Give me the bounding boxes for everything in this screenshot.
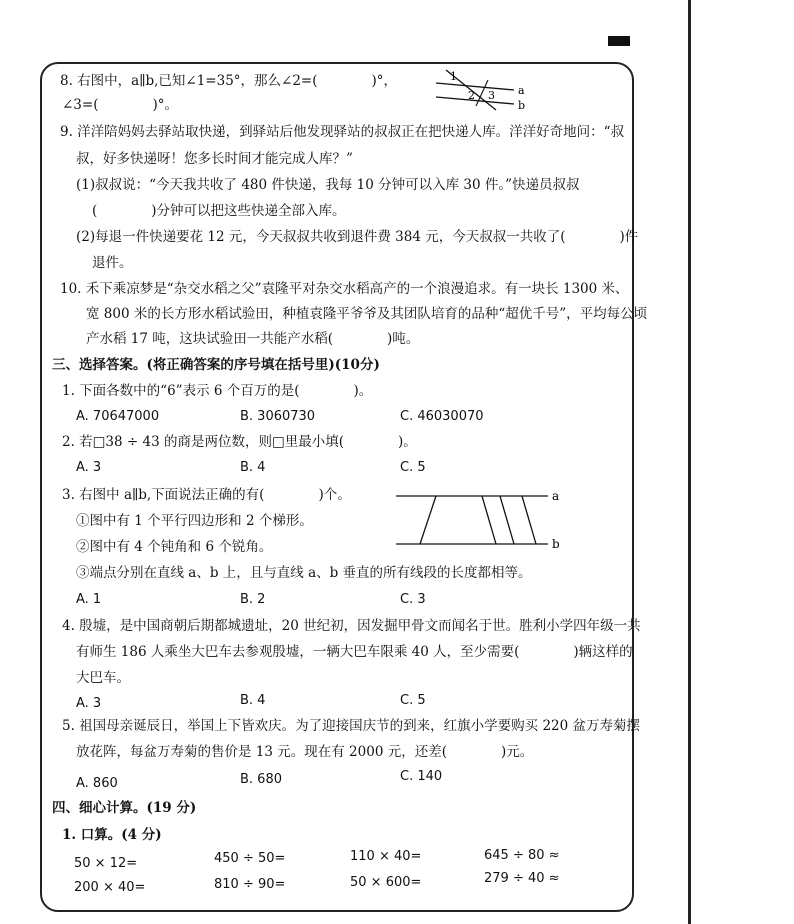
s3-q4-option-b: B. 4 [240, 693, 266, 708]
s4-subsection-1: 1. 口算。(4 分) [62, 827, 162, 843]
angle-3-label: 3 [488, 89, 495, 102]
calc-item: 50 × 12= [74, 856, 138, 871]
page-marker [608, 36, 630, 46]
segment-1 [420, 496, 436, 544]
s3-q3-option-a: A. 1 [76, 592, 102, 607]
q8-line2: ∠3=( )°。 [62, 97, 178, 113]
s3-q5-option-b: B. 680 [240, 772, 282, 787]
segment-2 [482, 496, 496, 544]
s3-q4-line2: 有师生 186 人乘坐大巴车去参观殷墟，一辆大巴车限乘 40 人，至少需要( )辆这样的 [76, 644, 633, 660]
page-edge-line [688, 0, 691, 924]
s3-q5-line2: 放花阵，每盆万寿菊的售价是 13 元。现在有 2000 元，还差( )元。 [76, 744, 534, 760]
line-b [436, 97, 514, 104]
line-a-label: a [518, 84, 525, 97]
s3-q1-option-a: A. 70647000 [76, 409, 160, 424]
line-b-label: b [518, 99, 526, 112]
s3-q2-option-c: C. 5 [400, 460, 426, 475]
calc-item: 810 ÷ 90= [214, 877, 286, 892]
section4-title: 四、细心计算。(19 分) [52, 800, 197, 816]
angle-1-label: 1 [450, 70, 457, 83]
calc-item: 645 ÷ 80 ≈ [484, 848, 560, 863]
q10-line2: 宽 800 米的长方形水稻试验田，种植袁隆平爷爷及其团队培育的品种“超优千号”，平均每公顷 [86, 306, 648, 322]
q9-part1-line2: ( )分钟可以把这些快递全部入库。 [92, 203, 346, 219]
angle-2-label: 2 [468, 89, 475, 102]
q8-parallel-figure [436, 66, 536, 112]
s3-q2-stem: 2. 若□38 ÷ 43 的商是两位数，则□里最小填( )。 [62, 434, 417, 450]
s3-q4-option-c: C. 5 [400, 693, 426, 708]
s3-q3-option-c: C. 3 [400, 592, 426, 607]
s3-q1-option-c: C. 46030070 [400, 409, 484, 424]
segment-4 [522, 496, 536, 544]
q10-line1: 10. 禾下乘凉梦是“杂交水稻之父”袁隆平对杂交水稻高产的一个浪漫追求。有一块长 1300 米、 [60, 281, 629, 297]
calc-item: 200 × 40= [74, 880, 146, 895]
calc-item: 110 × 40= [350, 849, 422, 864]
q9-part2-line1: (2)每退一件快递要花 12 元，今天叔叔共收到退件费 384 元，今天叔叔一共收了( )件 [76, 229, 639, 245]
q8-line1: 8. 右图中，a∥b,已知∠1=35°，那么∠2=( )°， [60, 73, 398, 89]
s3-q5-option-c: C. 140 [400, 769, 443, 784]
s3-q3-statement-3: ③端点分别在直线 a、b 上，且与直线 a、b 垂直的所有线段的长度都相等。 [76, 565, 532, 581]
s3-q3-option-b: B. 2 [240, 592, 266, 607]
segment-3 [500, 496, 514, 544]
section3-title: 三、选择答案。(将正确答案的序号填在括号里)(10分) [52, 357, 380, 373]
q9-line2: 叔，好多快递呀！您多长时间才能完成人库？” [76, 151, 353, 167]
s3-q4-option-a: A. 3 [76, 696, 102, 711]
s3-q1-stem: 1. 下面各数中的“6”表示 6 个百万的是( )。 [62, 383, 373, 399]
s3-q2-option-a: A. 3 [76, 460, 102, 475]
s3-q3-stem: 3. 右图中 a∥b,下面说法正确的有( )个。 [62, 487, 351, 503]
calc-item: 450 ÷ 50= [214, 851, 286, 866]
line-b-label: b [552, 537, 560, 551]
s3-q3-statement-2: ②图中有 4 个钝角和 6 个锐角。 [76, 539, 273, 555]
s3-q5-line1: 5. 祖国母亲诞辰日，举国上下皆欢庆。为了迎接国庆节的到来，红旗小学要购买 220 盆万寿菊摆 [62, 718, 641, 734]
q10-line3: 产水稻 17 吨，这块试验田一共能产水稻( )吨。 [86, 331, 420, 347]
s3-q3-parallel-figure [396, 488, 566, 552]
q9-part1-line1: (1)叔叔说：“今天我共收了 480 件快递，我每 10 分钟可以入库 30 件。”快递员叔叔 [76, 177, 580, 193]
line-a-label: a [552, 489, 560, 503]
calc-item: 279 ÷ 40 ≈ [484, 871, 560, 886]
s3-q4-line1: 4. 殷墟，是中国商朝后期都城遗址，20 世纪初，因发掘甲骨文而闻名于世。胜利小学四年级一共 [62, 618, 641, 634]
s3-q5-option-a: A. 860 [76, 776, 118, 791]
s3-q2-option-b: B. 4 [240, 460, 266, 475]
s3-q1-option-b: B. 3060730 [240, 409, 316, 424]
calc-item: 50 × 600= [350, 875, 422, 890]
s3-q4-line3: 大巴车。 [76, 670, 130, 686]
line-a [436, 83, 514, 90]
s3-q3-statement-1: ①图中有 1 个平行四边形和 2 个梯形。 [76, 513, 313, 529]
q9-line1: 9. 洋洋陪妈妈去驿站取快递，到驿站后他发现驿站的叔叔正在把快递人库。洋洋好奇地问：“叔 [60, 124, 625, 140]
q9-part2-line2: 退件。 [92, 255, 133, 271]
